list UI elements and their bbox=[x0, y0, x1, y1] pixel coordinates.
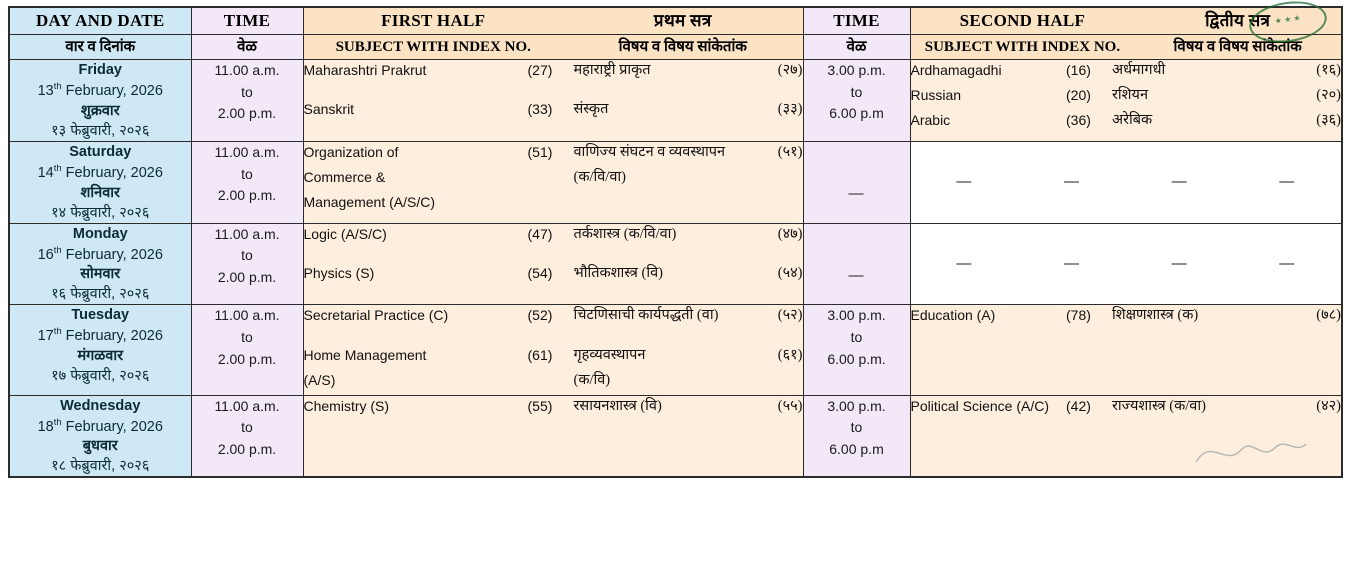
subject-index-mr: (५१) bbox=[777, 143, 803, 160]
time-line: to bbox=[850, 419, 863, 436]
second-half-subjects-cell-empty bbox=[910, 223, 1342, 305]
subject-index-mr: (५५) bbox=[777, 397, 803, 414]
time-second-half-cell bbox=[803, 395, 910, 477]
subject-index-mr: (७८) bbox=[1316, 307, 1341, 324]
subject-row bbox=[304, 99, 803, 120]
day-and-date-cell bbox=[9, 141, 191, 223]
subject-name-en: Home Management bbox=[303, 346, 427, 363]
time-line: to bbox=[241, 83, 253, 100]
subject-name-mr: (क/वि) bbox=[573, 371, 611, 388]
subject-index-mr: (२७) bbox=[777, 62, 803, 78]
first-half-subjects-cell bbox=[303, 223, 803, 305]
subject-name-en: Physics (S) bbox=[303, 264, 375, 281]
day-and-date-cell bbox=[9, 305, 191, 395]
subject-index-en: (55) bbox=[527, 397, 553, 414]
time-second-half-cell-empty bbox=[803, 223, 910, 305]
second-half-subjects-cell bbox=[910, 60, 1342, 142]
subject-spacer bbox=[304, 331, 803, 345]
subject-row bbox=[911, 305, 1342, 326]
day-and-date-cell bbox=[9, 60, 191, 142]
second-half-subjects-cell-empty bbox=[910, 141, 1342, 223]
subject-name-en: Logic (A/S/C) bbox=[303, 225, 387, 242]
dash-row bbox=[911, 224, 1342, 304]
exam-timetable bbox=[8, 6, 1343, 478]
subject-name-en: Education (A) bbox=[910, 307, 996, 324]
subject-index-mr: (६१) bbox=[777, 346, 803, 363]
day-date-mr: १८ फेब्रुवारी, २०२६ bbox=[51, 458, 150, 475]
time-line: to bbox=[241, 247, 253, 264]
subject-name-en: Russian bbox=[910, 87, 962, 104]
dash-placeholder: — bbox=[956, 255, 973, 273]
time-line: 2.00 p.m. bbox=[217, 105, 277, 122]
subject-row bbox=[304, 396, 803, 417]
time-line: 6.00 p.m bbox=[829, 440, 884, 457]
time-line: 11.00 a.m. bbox=[214, 143, 280, 160]
subject-name-mr: वाणिज्य संघटन व व्यवस्थापन bbox=[573, 143, 726, 160]
day-date-mr: १३ फेब्रुवारी, २०२६ bbox=[51, 122, 150, 139]
subject-row bbox=[304, 370, 803, 391]
header-first-half-en: FIRST HALF bbox=[381, 11, 486, 30]
day-name-en: Monday bbox=[72, 225, 128, 242]
day-name-mr: बुधवार bbox=[82, 438, 118, 455]
signature-scribble-icon bbox=[1191, 432, 1311, 472]
subject-index-en: (42) bbox=[1066, 397, 1091, 414]
dash-placeholder: — bbox=[1063, 255, 1080, 273]
subject-row bbox=[911, 110, 1342, 131]
dash-placeholder: — bbox=[1171, 173, 1188, 191]
day-date-en: 18th February, 2026 bbox=[37, 416, 163, 435]
subject-index-en: (54) bbox=[527, 264, 553, 281]
time-line: to bbox=[850, 329, 863, 346]
subject-index-en: (61) bbox=[527, 346, 553, 363]
time-first-half-cell bbox=[191, 60, 303, 142]
day-name-mr: शनिवार bbox=[80, 184, 120, 201]
subject-index-mr: (४७) bbox=[777, 225, 803, 242]
time-line: 3.00 p.m. bbox=[827, 62, 886, 78]
day-and-date-cell bbox=[9, 223, 191, 305]
day-date-mr: १७ फेब्रुवारी, २०२६ bbox=[51, 368, 150, 385]
subject-row bbox=[304, 263, 803, 284]
subject-row bbox=[304, 224, 803, 245]
subject-name-mr: गृहव्यवस्थापन bbox=[573, 346, 646, 363]
header-day-mr: वार व दिनांक bbox=[9, 35, 191, 60]
subject-name-en: Political Science (A/C) bbox=[910, 397, 1049, 414]
table-row bbox=[9, 305, 1342, 395]
subject-index-mr: (२०) bbox=[1316, 87, 1341, 104]
first-half-subjects-cell bbox=[303, 305, 803, 395]
subject-row bbox=[304, 167, 803, 188]
header-subject-index-mr-2: विषय व विषय सांकेतांक bbox=[1173, 39, 1302, 55]
day-name-mr: मंगळवार bbox=[77, 348, 124, 365]
time-line: 11.00 a.m. bbox=[214, 397, 280, 414]
subject-row bbox=[304, 60, 803, 81]
header-day-en: DAY AND DATE bbox=[9, 7, 191, 35]
subject-name-en: Commerce & bbox=[303, 168, 386, 185]
subject-name-en: Maharashtri Prakrut bbox=[303, 62, 427, 78]
subject-name-mr: रशियन bbox=[1112, 87, 1149, 104]
subject-name-en: Organization of bbox=[303, 143, 399, 160]
subject-row bbox=[304, 192, 803, 212]
header-subject-index-mr-1: विषय व विषय सांकेतांक bbox=[618, 39, 747, 55]
subject-name-mr: शिक्षणशास्त्र (क) bbox=[1112, 307, 1199, 324]
time-line: 6.00 p.m. bbox=[827, 350, 886, 367]
day-date-en: 16th February, 2026 bbox=[37, 244, 163, 263]
subject-name-mr: राज्यशास्त्र (क/वा) bbox=[1112, 397, 1206, 414]
day-name-mr: शुक्रवार bbox=[80, 102, 120, 119]
time-line: 11.00 a.m. bbox=[214, 62, 280, 78]
day-and-date-cell bbox=[9, 395, 191, 477]
day-name-en: Wednesday bbox=[60, 397, 141, 414]
day-date-en: 14th February, 2026 bbox=[37, 162, 163, 181]
subject-index-en: (16) bbox=[1066, 62, 1091, 78]
subject-row bbox=[911, 60, 1342, 81]
time-line: 3.00 p.m. bbox=[827, 307, 886, 324]
dash-placeholder: — bbox=[1279, 255, 1296, 273]
subject-index-en: (51) bbox=[527, 143, 553, 160]
subject-index-en: (78) bbox=[1066, 307, 1091, 324]
subject-name-mr: अर्धमागधी bbox=[1112, 62, 1166, 78]
second-half-subjects-cell bbox=[910, 305, 1342, 395]
header-time1-mr: वेळ bbox=[191, 35, 303, 60]
subject-spacer bbox=[304, 249, 803, 263]
subject-index-mr: (५२) bbox=[777, 307, 803, 324]
time-line: 11.00 a.m. bbox=[214, 225, 280, 242]
header-time2-en: TIME bbox=[803, 7, 910, 35]
time-line: to bbox=[241, 329, 253, 346]
header-subject-index-1 bbox=[303, 35, 803, 60]
header-subject-index-en-1: SUBJECT WITH INDEX NO. bbox=[335, 39, 531, 55]
time-second-half-cell bbox=[803, 60, 910, 142]
subject-name-en: Secretarial Practice (C) bbox=[303, 307, 449, 324]
header-time2-mr: वेळ bbox=[803, 35, 910, 60]
dash-row bbox=[911, 142, 1342, 222]
day-name-en: Friday bbox=[78, 62, 122, 78]
subject-index-en: (20) bbox=[1066, 87, 1091, 104]
subject-name-mr: भौतिकशास्त्र (वि) bbox=[573, 264, 663, 281]
subject-index-en: (27) bbox=[527, 62, 553, 78]
header-second-half-mr: द्वितीय सत्र bbox=[1205, 11, 1271, 30]
time-line: to bbox=[850, 83, 863, 100]
time-line: to bbox=[241, 419, 253, 436]
subject-name-mr: (क/वि/वा) bbox=[573, 168, 626, 185]
subject-index-en: (33) bbox=[527, 101, 553, 118]
time-line: 6.00 p.m bbox=[829, 105, 884, 122]
subject-row bbox=[304, 305, 803, 326]
subject-name-mr: तर्कशास्त्र (क/वि/वा) bbox=[573, 225, 677, 242]
header-first-half-mr: प्रथम सत्र bbox=[653, 11, 712, 30]
subject-name-mr: चिटणिसाची कार्यपद्धती (वा) bbox=[573, 307, 719, 324]
subject-index-en: (36) bbox=[1066, 112, 1091, 129]
subject-name-en: (A/S) bbox=[303, 371, 336, 388]
first-half-subjects-cell bbox=[303, 60, 803, 142]
dash-placeholder: — bbox=[1063, 173, 1080, 191]
subject-name-en: Chemistry (S) bbox=[303, 397, 390, 414]
time-line: 11.00 a.m. bbox=[214, 307, 280, 324]
table-header bbox=[9, 7, 1342, 60]
time-line: 3.00 p.m. bbox=[827, 397, 886, 414]
subject-index-en: (47) bbox=[527, 225, 553, 242]
subject-spacer bbox=[304, 85, 803, 99]
first-half-subjects-cell bbox=[303, 395, 803, 477]
dash-placeholder: — bbox=[848, 184, 865, 202]
table-row bbox=[9, 60, 1342, 142]
dash-placeholder: — bbox=[848, 266, 865, 284]
subject-row bbox=[911, 396, 1342, 417]
day-date-mr: १६ फेब्रुवारी, २०२६ bbox=[51, 286, 150, 303]
subject-index-mr: (३६) bbox=[1316, 112, 1341, 129]
time-line: 2.00 p.m. bbox=[217, 187, 277, 204]
subject-name-en: Sanskrit bbox=[303, 101, 355, 118]
time-first-half-cell bbox=[191, 223, 303, 305]
subject-name-mr: महाराष्ट्री प्राकृत bbox=[573, 62, 651, 78]
header-time1-en: TIME bbox=[191, 7, 303, 35]
time-first-half-cell bbox=[191, 305, 303, 395]
dash-placeholder: — bbox=[1279, 173, 1296, 191]
subject-index-mr: (५४) bbox=[777, 264, 803, 281]
header-subject-index-en-2: SUBJECT WITH INDEX NO. bbox=[924, 39, 1121, 55]
header-second-half-en: SECOND HALF bbox=[959, 11, 1086, 30]
table-body bbox=[9, 60, 1342, 478]
dash-placeholder: — bbox=[956, 173, 973, 191]
timetable-sheet bbox=[8, 6, 1341, 478]
day-name-en: Tuesday bbox=[71, 307, 130, 324]
first-half-subjects-cell bbox=[303, 141, 803, 223]
time-first-half-cell bbox=[191, 141, 303, 223]
subject-name-en: Management (A/S/C) bbox=[303, 193, 435, 210]
time-second-half-cell-empty bbox=[803, 141, 910, 223]
day-name-en: Saturday bbox=[69, 143, 132, 160]
dash-placeholder: — bbox=[1171, 255, 1188, 273]
day-date-mr: १४ फेब्रुवारी, २०२६ bbox=[51, 204, 150, 221]
subject-index-mr: (४२) bbox=[1316, 397, 1341, 414]
time-line: 2.00 p.m. bbox=[217, 350, 277, 367]
subject-row bbox=[304, 345, 803, 366]
day-name-mr: सोमवार bbox=[80, 266, 121, 283]
table-row bbox=[9, 395, 1342, 477]
subject-name-mr: अरेबिक bbox=[1112, 112, 1153, 129]
stamp-text: ★ ★ ★ bbox=[1274, 13, 1302, 26]
subject-index-mr: (१६) bbox=[1316, 62, 1341, 78]
time-line: to bbox=[241, 165, 253, 182]
time-first-half-cell bbox=[191, 395, 303, 477]
subject-name-en: Ardhamagadhi bbox=[910, 62, 1002, 78]
day-date-en: 13th February, 2026 bbox=[37, 81, 163, 99]
time-line: 2.00 p.m. bbox=[217, 440, 277, 457]
day-date-en: 17th February, 2026 bbox=[37, 326, 163, 345]
time-second-half-cell bbox=[803, 305, 910, 395]
subject-name-en: Arabic bbox=[910, 112, 951, 129]
subject-name-mr: रसायनशास्त्र (वि) bbox=[573, 397, 662, 414]
subject-index-en: (52) bbox=[527, 307, 553, 324]
subject-row bbox=[911, 85, 1342, 106]
header-first-half bbox=[303, 7, 803, 35]
time-line: 2.00 p.m. bbox=[217, 269, 277, 286]
subject-row bbox=[304, 142, 803, 163]
subject-name-mr: संस्कृत bbox=[573, 101, 609, 118]
subject-index-mr: (३३) bbox=[777, 101, 803, 118]
table-row bbox=[9, 141, 1342, 223]
table-row bbox=[9, 223, 1342, 305]
